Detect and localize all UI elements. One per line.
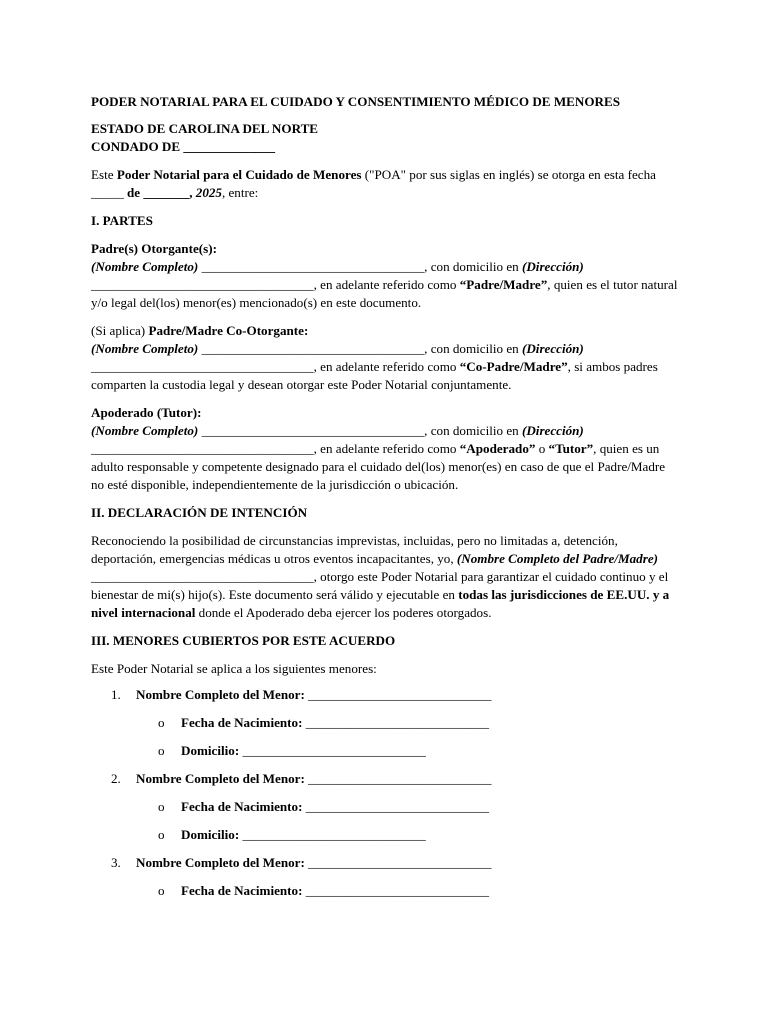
role-term: “Tutor” [548,441,594,456]
dob-label: Fecha de Nacimiento: [181,799,303,814]
name-label: (Nombre Completo del Padre/Madre) [456,551,658,566]
address-label: (Dirección) [521,259,584,274]
declaracion-text: donde el Apoderado deba ejercer los poderes otorgados. [195,605,492,620]
blank-line: ____________________________ [302,715,490,730]
minor-name-label: Nombre Completo del Menor: [136,687,305,702]
menores-intro: Este Poder Notarial se aplica a los siguientes menores: [91,661,377,676]
list-number: 1. [111,687,121,702]
minor-address-row [91,826,681,854]
section-heading-declaracion: II. DECLARACIÓN DE INTENCIÓN [91,505,308,520]
declaracion-text: __________________________________, otorgo este Poder Notarial para garantizar el cuidado continuo y el bienestar de mi(s) hijo(s). Este documento será válido y ejecutable en [91,569,669,602]
intro-text: Este [91,167,117,182]
apoderado-text: __________________________________, con domicilio en [198,423,522,438]
intro-bold: Poder Notarial para el Cuidado de Menores [116,167,362,182]
minor-name-label: Nombre Completo del Menor: [136,855,305,870]
blank-line: ____________________________ [239,743,426,758]
bullet-icon: o [158,883,165,898]
role-term: “Apoderado” [459,441,536,456]
intro-year: 2025 [195,185,222,200]
intro-blank: _______ [140,185,190,200]
minor-dob-row [91,798,681,826]
state-line: ESTADO DE CAROLINA DEL NORTE [91,121,319,136]
name-label: (Nombre Completo) [91,423,199,438]
jurisdiction-emphasis: todas las jurisdicciones de EE.UU. y a nivel internacional [91,587,670,620]
intro-paragraph [91,166,681,202]
copadre-text: __________________________________, en adelante referido como [91,359,460,374]
padre-text: __________________________________, con domicilio en [198,259,522,274]
copadre-prefix: (Si aplica) [91,323,149,338]
apoderado-text: __________________________________, en adelante referido como [91,441,460,456]
minor-name-label: Nombre Completo del Menor: [136,771,305,786]
name-label: (Nombre Completo) [91,341,199,356]
copadre-label-line [91,322,681,340]
apoderado-paragraph [91,422,681,494]
intro-bold: de [127,185,141,200]
copadre-text: __________________________________, con domicilio en [198,341,522,356]
list-number: 2. [111,771,121,786]
role-term: “Padre/Madre” [459,277,548,292]
apoderado-label: Apoderado (Tutor): [91,405,202,420]
bullet-icon: o [158,743,165,758]
bullet-icon: o [158,827,165,842]
role-term: “Co-Padre/Madre” [459,359,568,374]
document-body [91,93,681,910]
address-label: Domicilio: [181,743,240,758]
minor-address-row [91,742,681,770]
dob-label: Fecha de Nacimiento: [181,715,303,730]
blank-line: ____________________________ [304,771,492,786]
apoderado-text: , quien es un adulto responsable y competente designado para el cuidado del(los) menor(es) en caso de que el Padre/Madre no esté disponible, independientemente de la jurisdicción o ubicación. [91,441,666,492]
address-label: Domicilio: [181,827,240,842]
minors-list [91,686,681,910]
section-heading-partes: I. PARTES [91,213,153,228]
address-label: (Dirección) [521,423,584,438]
blank-line: ____________________________ [304,855,492,870]
intro-bold: , [189,185,196,200]
minor-dob-row [91,714,681,742]
county-line: CONDADO DE ______________ [91,139,276,154]
name-label: (Nombre Completo) [91,259,199,274]
blank-line: ____________________________ [302,799,490,814]
declaracion-text: Reconociendo la posibilidad de circunstancias imprevistas, incluidas, pero no limitadas a, detención, deportación, emergencias médicas u otros eventos incapacitantes, yo, [91,533,618,566]
padre-paragraph [91,258,681,312]
minor-name-row [91,770,681,798]
copadre-label: Padre/Madre Co-Otorgante: [148,323,309,338]
copadre-text: , si ambos padres comparten la custodia legal y desean otorgar este Poder Notarial conjuntamente. [91,359,658,392]
section-heading-menores: III. MENORES CUBIERTOS POR ESTE ACUERDO [91,633,396,648]
blank-line: ____________________________ [239,827,426,842]
minor-name-row [91,854,681,882]
intro-text: , entre: [221,185,259,200]
intro-text: ("POA" por sus siglas en inglés) se otorga en esta fecha _____ [91,167,656,200]
padre-text: __________________________________, en adelante referido como [91,277,460,292]
document-title: PODER NOTARIAL PARA EL CUIDADO Y CONSENTIMIENTO MÉDICO DE MENORES [91,94,621,109]
minor-name-row [91,686,681,714]
declaracion-paragraph [91,532,681,622]
blank-line: ____________________________ [302,883,490,898]
blank-line: ____________________________ [304,687,492,702]
dob-label: Fecha de Nacimiento: [181,883,303,898]
address-label: (Dirección) [521,341,584,356]
padre-label: Padre(s) Otorgante(s): [91,241,217,256]
minor-dob-row [91,882,681,910]
bullet-icon: o [158,715,165,730]
list-number: 3. [111,855,121,870]
padre-text: , quien es el tutor natural y/o legal del(los) menor(es) mencionado(s) en este documento. [91,277,678,310]
apoderado-text: o [535,441,549,456]
bullet-icon: o [158,799,165,814]
copadre-paragraph [91,340,681,394]
